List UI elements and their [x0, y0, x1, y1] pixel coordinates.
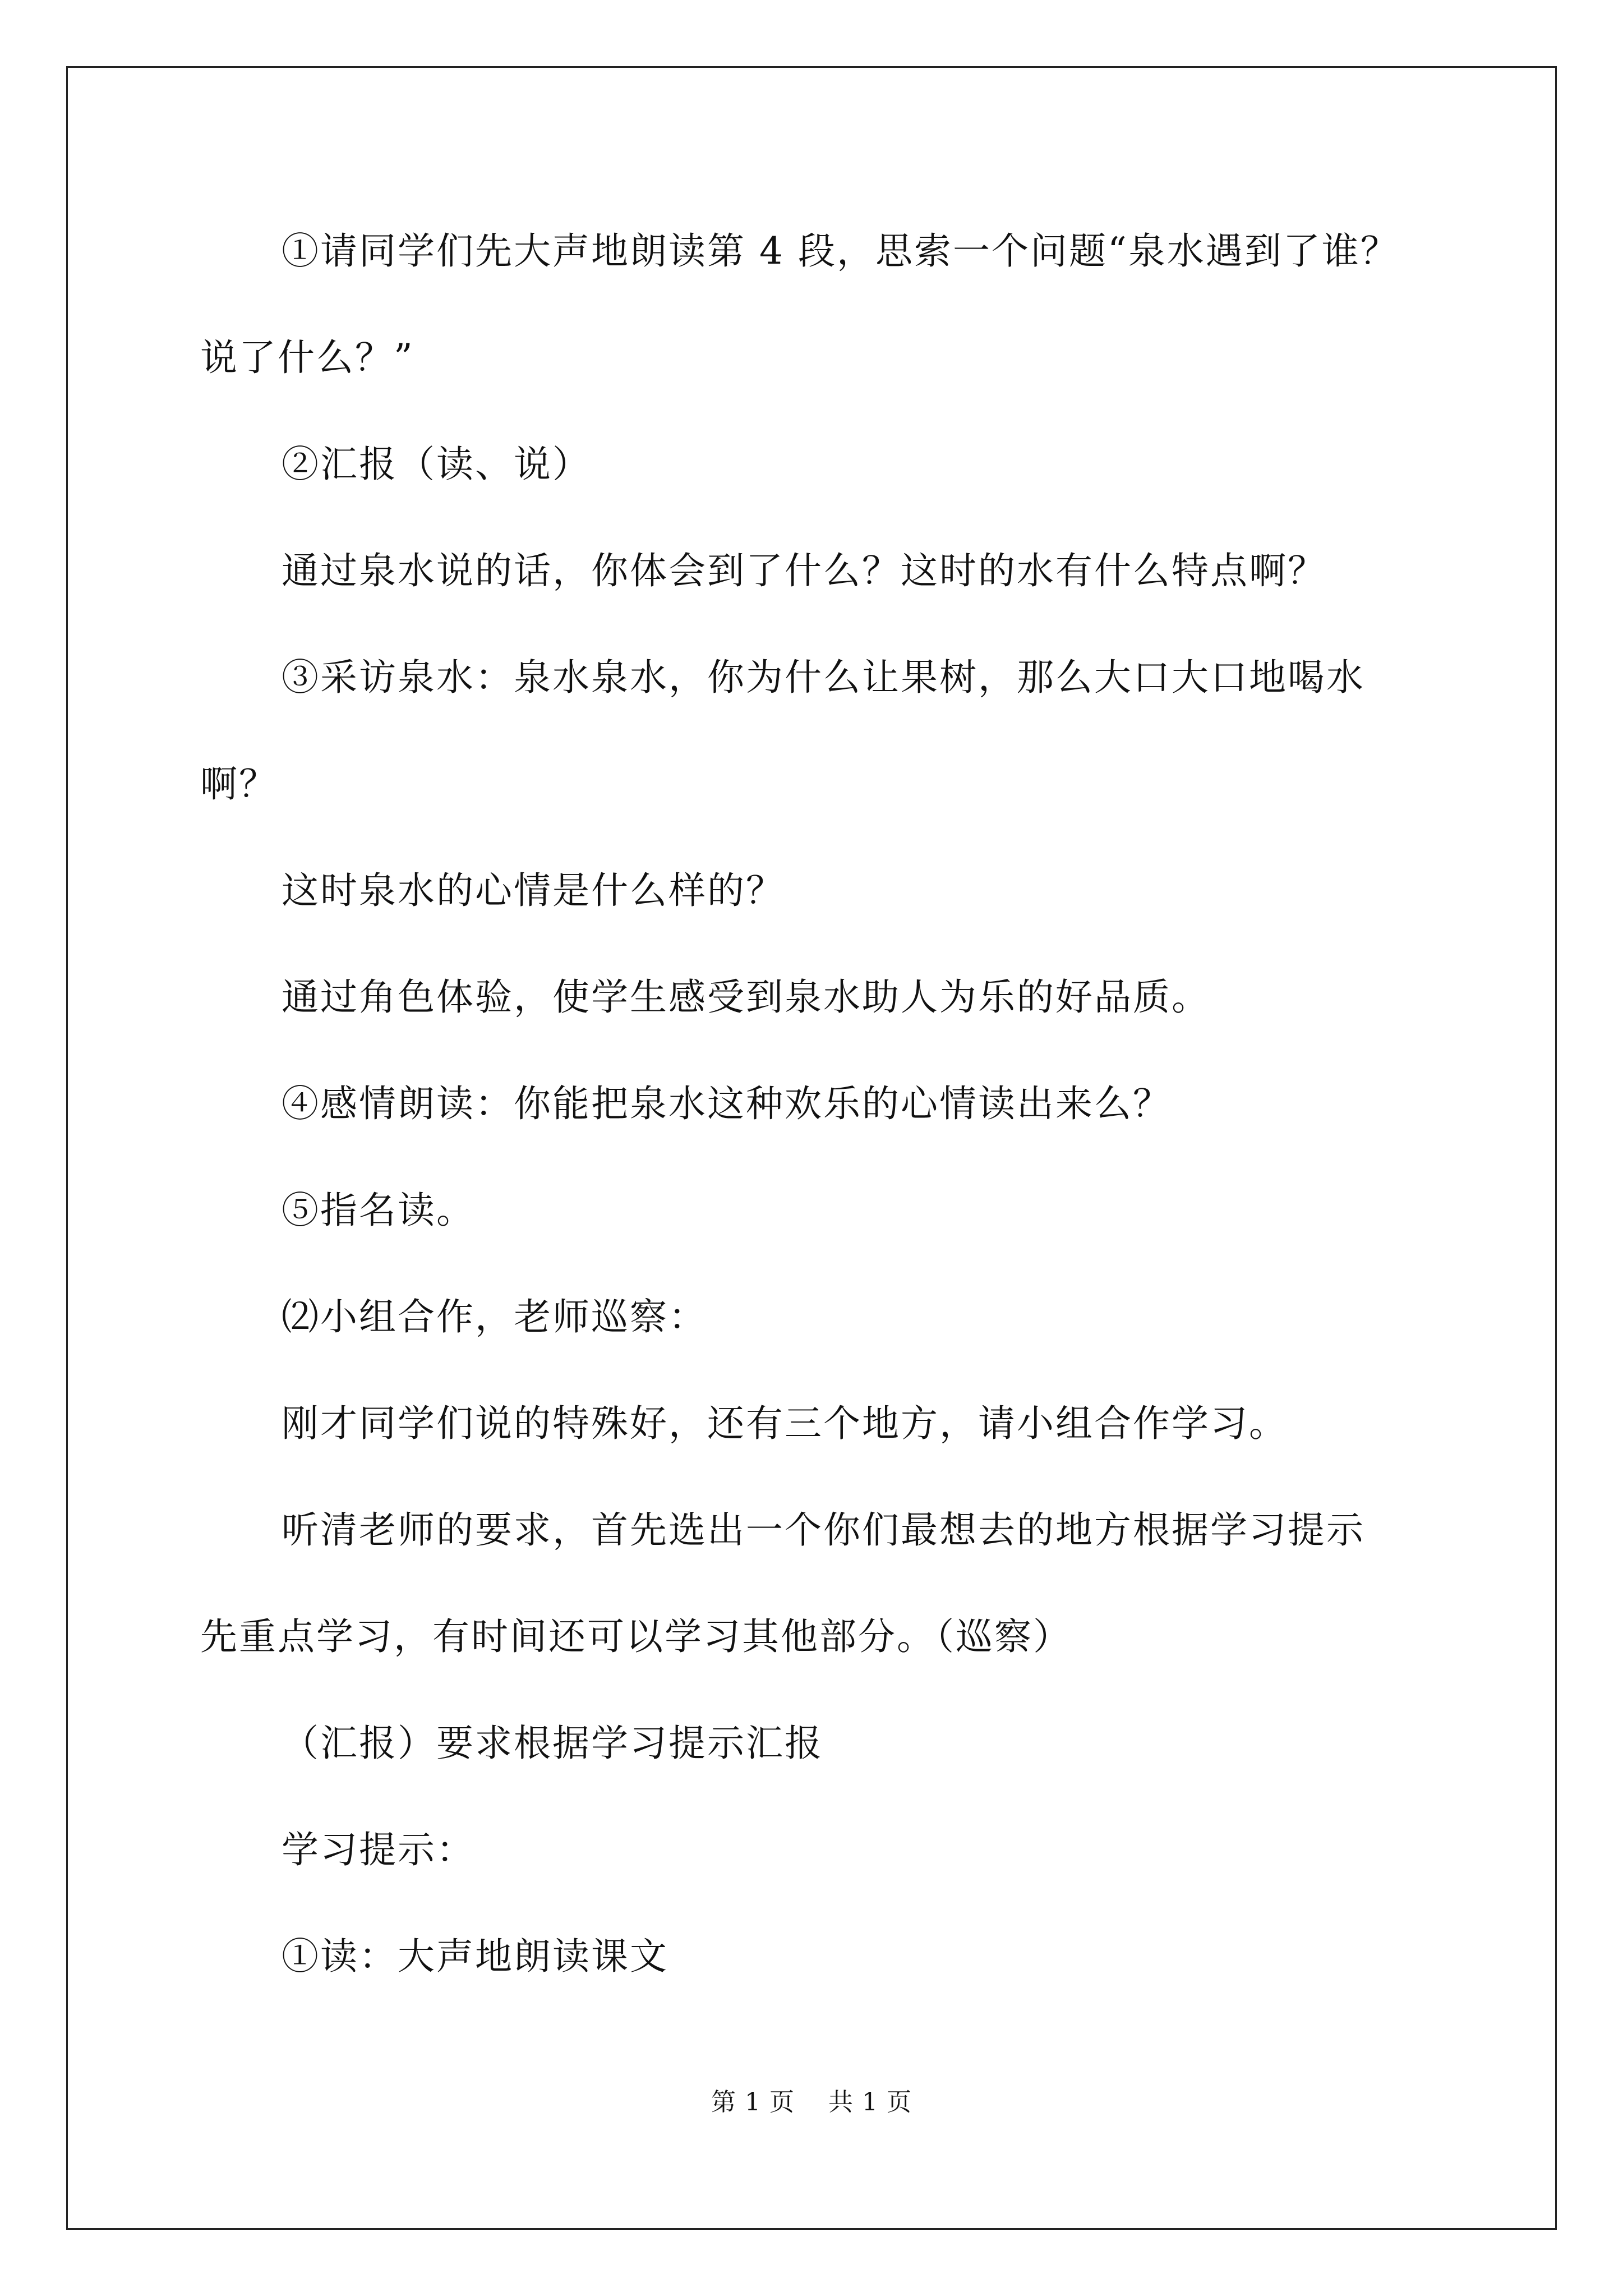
- paragraph-line: 学习提示：: [282, 1828, 475, 1871]
- paragraph-line: 啊？: [200, 762, 278, 806]
- paragraph-line: ①读：大声地朗读课文: [282, 1935, 668, 1978]
- paragraph-line: 通过角色体验，使学生感受到泉水助人为乐的好品质。: [282, 976, 1210, 1019]
- page-number: 第 1 页: [711, 2088, 795, 2116]
- paragraph-line: ①请同学们先大声地朗读第 4 段，思索一个问题“泉水遇到了谁？: [282, 229, 1399, 273]
- paragraph-line: 说了什么？”: [200, 336, 414, 379]
- paragraph-line: 这时泉水的心情是什么样的？: [282, 869, 785, 912]
- paragraph-line: 听清老师的要求，首先选出一个你们最想去的地方根据学习提示: [282, 1508, 1365, 1552]
- page-total: 共 1 页: [828, 2088, 912, 2116]
- paragraph-line: 通过泉水说的话，你体会到了什么？这时的水有什么特点啊？: [282, 549, 1326, 592]
- page-footer: [0, 2087, 1623, 2118]
- paragraph-line: ③采访泉水：泉水泉水，你为什么让果树，那么大口大口地喝水: [282, 656, 1365, 699]
- paragraph-line: ④感情朗读：你能把泉水这种欢乐的心情读出来么？: [282, 1082, 1172, 1125]
- paragraph-line: ②汇报（读、说）: [282, 443, 591, 486]
- paragraph-line: （汇报）要求根据学习提示汇报: [282, 1722, 823, 1765]
- paragraph-line: 先重点学习，有时间还可以学习其他部分。（巡察）: [200, 1615, 1072, 1658]
- page-border: [66, 66, 1557, 2230]
- paragraph-line: ⑵小组合作，老师巡察：: [282, 1295, 707, 1338]
- paragraph-line: ⑤指名读。: [282, 1189, 475, 1232]
- paragraph-line: 刚才同学们说的特殊好，还有三个地方，请小组合作学习。: [282, 1402, 1288, 1445]
